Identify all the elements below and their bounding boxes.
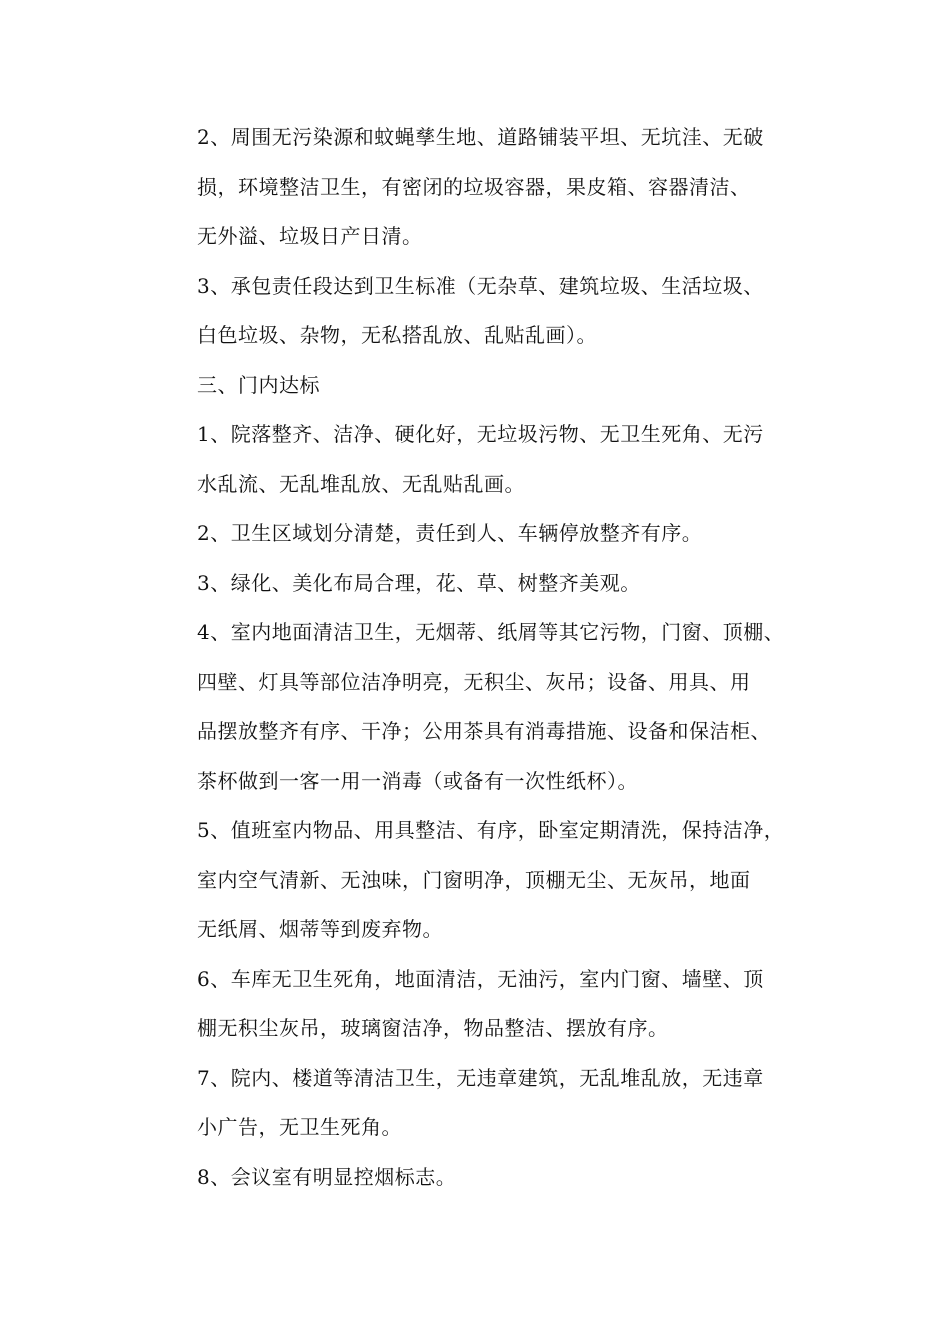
text-line: 室内空气清新、无浊味，门窗明净，顶棚无尘、无灰吊，地面 xyxy=(197,867,751,892)
text-line: 4、室内地面清洁卫生，无烟蒂、纸屑等其它污物，门窗、顶棚、 xyxy=(197,620,785,644)
text-line: 1、院落整齐、洁净、硬化好，无垃圾污物、无卫生死角、无污 xyxy=(197,422,764,446)
document-body xyxy=(197,116,817,1205)
text-line: 白色垃圾、杂物，无私搭乱放、乱贴乱画）。 xyxy=(197,323,597,347)
text-line: 损，环境整洁卫生，有密闭的垃圾容器，果皮箱、容器清洁、 xyxy=(197,174,751,199)
text-line: 6、车库无卫生死角，地面清洁，无油污，室内门窗、墙壁、顶 xyxy=(197,966,764,991)
text-line: 7、院内、楼道等清洁卫生，无违章建筑，无乱堆乱放，无违章 xyxy=(197,1065,764,1090)
text-line: 3、绿化、美化布局合理，花、草、树整齐美观。 xyxy=(197,570,641,595)
text-line: 2、卫生区域划分清楚，责任到人、车辆停放整齐有序。 xyxy=(197,521,703,545)
text-line: 水乱流、无乱堆乱放、无乱贴乱画。 xyxy=(197,471,525,496)
text-line: 棚无积尘灰吊，玻璃窗洁净，物品整洁、摆放有序。 xyxy=(197,1016,669,1040)
text-line: 小广告，无卫生死角。 xyxy=(197,1115,402,1139)
text-line: 无外溢、垃圾日产日清。 xyxy=(197,224,423,248)
text-line: 茶杯做到一客一用一消毒（或备有一次性纸杯）。 xyxy=(197,768,638,793)
text-line: 四壁、灯具等部位洁净明亮，无积尘、灰吊；设备、用具、用 xyxy=(197,669,751,694)
text-line: 8、会议室有明显控烟标志。 xyxy=(197,1164,457,1189)
text-line: 品摆放整齐有序、干净；公用茶具有消毒措施、设备和保洁柜、 xyxy=(197,719,771,743)
text-line: 无纸屑、烟蒂等到废弃物。 xyxy=(197,917,443,941)
section-heading: 三、门内达标 xyxy=(197,372,320,397)
text-line: 2、周围无污染源和蚊蝇孳生地、道路铺装平坦、无坑洼、无破 xyxy=(197,125,764,149)
text-line: 3、承包责任段达到卫生标准（无杂草、建筑垃圾、生活垃圾、 xyxy=(197,273,764,298)
text-line: 5、值班室内物品、用具整洁、有序，卧室定期清洗，保持洁净， xyxy=(197,818,785,842)
